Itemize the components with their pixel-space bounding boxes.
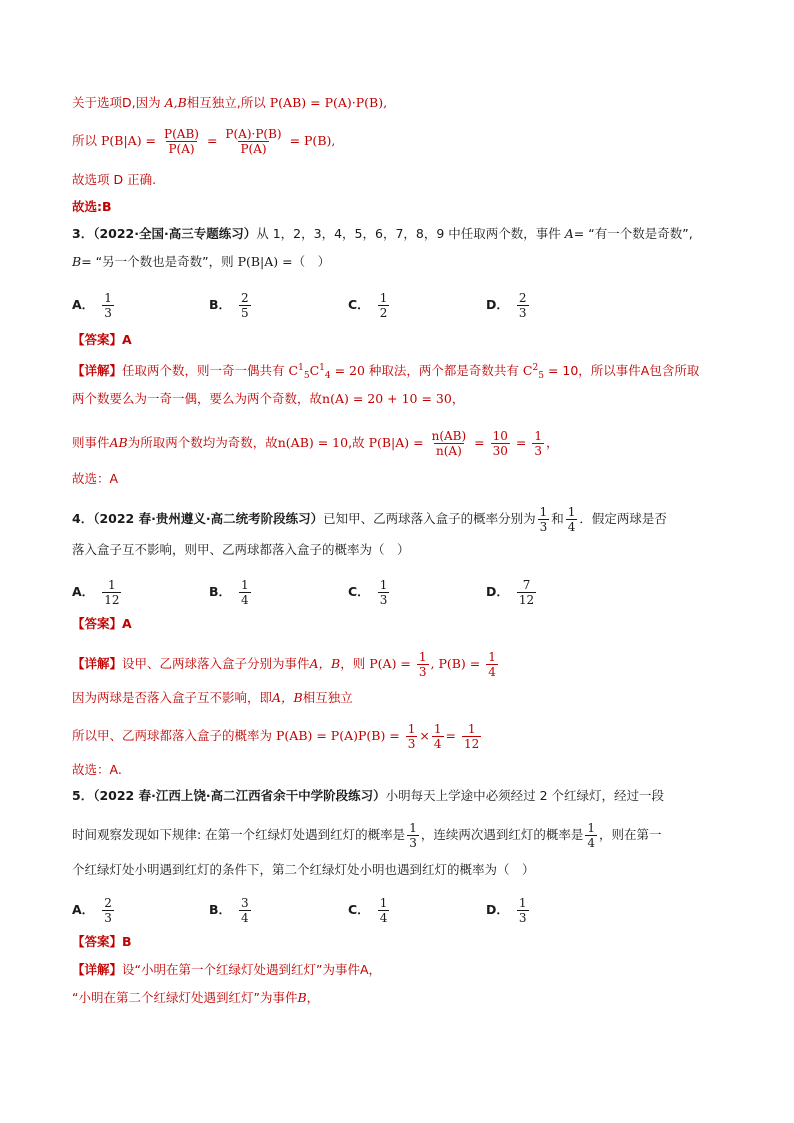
math xyxy=(288,363,331,381)
numerator: 1 xyxy=(534,429,542,443)
math: n(A) = 20 + 10 = 30， xyxy=(322,391,465,406)
denominator: 12 xyxy=(464,737,480,751)
denominator: 4 xyxy=(567,520,576,534)
question-number: 5． xyxy=(72,788,94,803)
numerator: 2 xyxy=(518,291,527,305)
q4-detail-line-1 xyxy=(72,650,500,679)
text: ，则 xyxy=(340,656,366,671)
fraction xyxy=(378,291,390,320)
prev-detail-line-1 xyxy=(72,93,387,113)
fraction xyxy=(538,505,550,534)
numerator: 1 xyxy=(407,722,416,736)
denominator: n(A) xyxy=(436,444,462,458)
q4-final: 故选：A. xyxy=(72,762,122,777)
denominator: P(A) xyxy=(168,142,195,156)
q5-option-a[interactable] xyxy=(72,896,116,925)
numerator: P(A)·P(B) xyxy=(225,127,282,141)
fraction xyxy=(517,291,529,320)
text: ，连续两次遇到红灯的概率是 xyxy=(420,827,584,842)
math: A,B xyxy=(164,95,187,110)
text: 关于选项 xyxy=(72,95,123,110)
numerator: 1 xyxy=(467,722,476,736)
math: A xyxy=(564,226,574,241)
fraction xyxy=(417,650,429,679)
text: = “另一个数也是奇数”，则 xyxy=(81,254,234,269)
fraction xyxy=(517,896,529,925)
fraction xyxy=(102,291,114,320)
fraction xyxy=(378,896,390,925)
option-label: C． xyxy=(348,902,370,917)
text: 所以 xyxy=(72,133,98,148)
denominator: 3 xyxy=(407,737,416,751)
subscript: 5 xyxy=(303,371,310,381)
fraction xyxy=(491,429,510,458)
superscript: 2 xyxy=(532,363,539,373)
numerator: 1 xyxy=(108,578,116,592)
math: = xyxy=(474,435,485,450)
detail-tag: 【详解】 xyxy=(72,363,123,378)
text: 从 1，2，3，4，5，6，7，8，9 中任取两个数，事件 xyxy=(256,226,561,241)
q5-answer: 【答案】B xyxy=(72,934,132,949)
numerator: 1 xyxy=(433,722,442,736)
fraction xyxy=(378,578,390,607)
fraction xyxy=(102,896,114,925)
text: = “有一个数是奇数”, xyxy=(573,226,693,241)
detail-tag: 【详解】 xyxy=(72,962,123,977)
denominator: 12 xyxy=(104,593,120,607)
subscript: 5 xyxy=(538,371,544,381)
fraction xyxy=(406,722,418,751)
fraction xyxy=(162,127,201,156)
q3-option-d[interactable] xyxy=(486,291,531,320)
q4-option-b[interactable] xyxy=(209,578,253,607)
prev-final-answer: 故选:B xyxy=(72,199,112,214)
numerator: 1 xyxy=(379,578,388,592)
q3-option-a[interactable] xyxy=(72,291,116,320)
fraction xyxy=(517,578,536,607)
q5-option-c[interactable] xyxy=(348,896,391,925)
denominator: 5 xyxy=(241,306,249,320)
numerator: 1 xyxy=(587,821,595,835)
denominator: 3 xyxy=(518,306,527,320)
math: AB xyxy=(109,435,128,450)
fraction xyxy=(239,896,251,925)
denominator: 4 xyxy=(587,836,595,850)
text: 和 xyxy=(551,511,564,526)
superscript: 1 xyxy=(298,363,304,373)
text: 设“小明在第一个红绿灯处遇到红灯”为事件A， xyxy=(122,962,382,977)
q5-option-b[interactable] xyxy=(209,896,253,925)
text: 为所取两个数均为奇数，故 xyxy=(127,435,278,450)
denominator: 3 xyxy=(104,911,112,925)
option-label: B． xyxy=(209,297,232,312)
superscript: 1 xyxy=(319,363,325,373)
text: 则事件 xyxy=(72,435,110,450)
detail-tag: 【详解】 xyxy=(72,656,123,671)
fraction xyxy=(566,505,578,534)
denominator: 4 xyxy=(379,911,388,925)
denominator: 3 xyxy=(409,836,417,850)
q4-detail-line-2 xyxy=(72,688,353,708)
numerator: 1 xyxy=(104,291,112,305)
q3-stem-line-1 xyxy=(72,224,693,244)
numerator: 7 xyxy=(522,578,531,592)
fraction xyxy=(486,650,498,679)
fraction xyxy=(223,127,283,156)
denominator: 3 xyxy=(539,520,548,534)
math: = P(B), xyxy=(289,133,336,148)
fraction xyxy=(239,578,251,607)
option-label: A． xyxy=(72,902,95,917)
fraction xyxy=(239,291,251,320)
option-label: A． xyxy=(72,584,95,599)
math: A，B xyxy=(272,690,303,705)
q3-option-b[interactable] xyxy=(209,291,253,320)
numerator: 10 xyxy=(492,429,508,443)
fraction xyxy=(532,429,544,458)
text: ， xyxy=(546,435,559,450)
q4-option-c[interactable] xyxy=(348,578,391,607)
q4-stem-line-2: 落入盒子互不影响，则甲、乙两球都落入盒子的概率为（ ） xyxy=(72,542,410,557)
option-label: B． xyxy=(209,902,232,917)
q5-stem-line-2 xyxy=(72,821,662,850)
math: P(AB) = P(A)·P(B), xyxy=(269,95,388,110)
text: 时间观察发现如下规律: 在第一个红绿灯处遇到红灯的概率是 xyxy=(72,827,406,842)
text: D,因为 xyxy=(122,95,161,110)
math: = xyxy=(445,728,457,743)
math: = xyxy=(515,435,527,450)
denominator: 3 xyxy=(379,593,388,607)
math: = xyxy=(206,133,218,148)
denominator: 4 xyxy=(433,737,442,751)
question-source: （2022 春·贵州遵义·高二统考阶段练习） xyxy=(93,511,324,526)
math: A，B xyxy=(309,656,341,671)
denominator: 12 xyxy=(518,593,535,607)
option-label: C． xyxy=(348,297,370,312)
text: 小明每天上学途中必须经过 2 个红绿灯，经过一段 xyxy=(385,788,664,803)
denominator: 3 xyxy=(534,444,542,458)
text: ，则在第一 xyxy=(598,827,662,842)
numerator: 1 xyxy=(539,505,548,519)
numerator: 1 xyxy=(418,650,427,664)
text: 因为两球是否落入盒子互不影响，即 xyxy=(72,690,273,705)
option-label: D． xyxy=(486,297,509,312)
q4-option-a[interactable] xyxy=(72,578,123,607)
q5-option-d[interactable] xyxy=(486,896,531,925)
question-number: 3． xyxy=(72,226,94,241)
q3-detail-line-1 xyxy=(72,358,699,386)
math xyxy=(522,363,544,381)
prev-detail-line-3: 故选项 D 正确. xyxy=(72,172,157,187)
subscript: 4 xyxy=(324,371,331,381)
text: ,故 xyxy=(348,435,365,450)
q3-option-c[interactable] xyxy=(348,291,391,320)
numerator: n(AB) xyxy=(431,429,467,443)
text: 相互独立,所以 xyxy=(186,95,266,110)
math: B xyxy=(297,990,307,1005)
option-label: D． xyxy=(486,584,509,599)
q5-stem-line-1 xyxy=(72,786,664,806)
math: B xyxy=(72,254,82,269)
q3-detail-line-2 xyxy=(72,389,464,409)
q4-answer: 【答案】A xyxy=(72,616,132,631)
denominator: 4 xyxy=(488,665,496,679)
math: , P(B) = xyxy=(430,656,481,671)
fraction xyxy=(430,429,469,458)
fraction xyxy=(407,821,419,850)
fraction xyxy=(462,722,481,751)
math: P(A) = xyxy=(369,656,411,671)
text: 两个数要么为一奇一偶，要么为两个奇数，故 xyxy=(72,391,323,406)
combination: C xyxy=(522,363,533,378)
fraction xyxy=(102,578,121,607)
q3-answer: 【答案】A xyxy=(72,332,132,347)
denominator: 3 xyxy=(104,306,112,320)
fraction xyxy=(585,821,597,850)
q4-stem-line-1 xyxy=(72,505,667,534)
text: = 20 种取法，两个都是奇数共有 xyxy=(334,363,519,378)
numerator: 2 xyxy=(104,896,112,910)
numerator: P(AB) xyxy=(164,127,199,141)
q5-detail-line-2 xyxy=(72,988,319,1008)
denominator: 3 xyxy=(518,911,527,925)
text: = 10，所以事件A包含所取 xyxy=(547,363,700,378)
denominator: 4 xyxy=(241,593,249,607)
q3-final: 故选：A xyxy=(72,471,119,486)
option-label: C． xyxy=(348,584,370,599)
numerator: 1 xyxy=(518,896,527,910)
text: ， xyxy=(306,990,320,1005)
math: P(AB) = P(A)P(B) = xyxy=(276,728,400,743)
math: P(B|A) = xyxy=(368,435,424,450)
numerator: 1 xyxy=(241,578,249,592)
math: P(B|A) = xyxy=(101,133,157,148)
denominator: 2 xyxy=(379,306,388,320)
numerator: 3 xyxy=(241,896,249,910)
math: × xyxy=(419,728,430,743)
q5-detail-line-1 xyxy=(72,960,381,980)
text: 设甲、乙两球落入盒子分别为事件 xyxy=(122,656,310,671)
q5-stem-line-3: 个红绿灯处小明遇到红灯的条件下，第二个红绿灯处小明也遇到红灯的概率为（ ） xyxy=(72,862,535,877)
option-label: D． xyxy=(486,902,509,917)
text: 所以甲、乙两球都落入盒子的概率为 xyxy=(72,728,273,743)
text: ．假定两球是否 xyxy=(579,511,667,526)
text: 相互独立 xyxy=(302,690,353,705)
question-source: （2022·全国·高三专题练习） xyxy=(93,226,257,241)
math: n(AB) = 10 xyxy=(277,435,349,450)
q3-stem-line-2 xyxy=(72,252,330,272)
q4-option-d[interactable] xyxy=(486,578,538,607)
denominator: 3 xyxy=(418,665,427,679)
combination: C xyxy=(309,363,320,378)
numerator: 1 xyxy=(379,291,388,305)
numerator: 1 xyxy=(409,821,417,835)
denominator: P(A) xyxy=(240,142,267,156)
numerator: 1 xyxy=(567,505,576,519)
prev-detail-line-2 xyxy=(72,127,335,156)
denominator: 30 xyxy=(492,444,508,458)
q3-detail-line-3 xyxy=(72,429,559,458)
question-source: （2022 春·江西上饶·高二江西省余干中学阶段练习） xyxy=(93,788,386,803)
question-number: 4． xyxy=(72,511,94,526)
math: P(B|A) = xyxy=(237,254,293,269)
denominator: 4 xyxy=(241,911,249,925)
combination: C xyxy=(288,363,299,378)
text: “小明在第二个红绿灯处遇到红灯”为事件 xyxy=(72,990,298,1005)
numerator: 2 xyxy=(241,291,249,305)
numerator: 1 xyxy=(488,650,496,664)
text: （ ） xyxy=(292,254,331,269)
text: 已知甲、乙两球落入盒子的概率分别为 xyxy=(323,511,536,526)
q4-detail-line-3 xyxy=(72,722,483,751)
option-label: A． xyxy=(72,297,95,312)
numerator: 1 xyxy=(379,896,388,910)
fraction xyxy=(432,722,444,751)
text: 任取两个数，则一奇一偶共有 xyxy=(122,363,285,378)
option-label: B． xyxy=(209,584,232,599)
